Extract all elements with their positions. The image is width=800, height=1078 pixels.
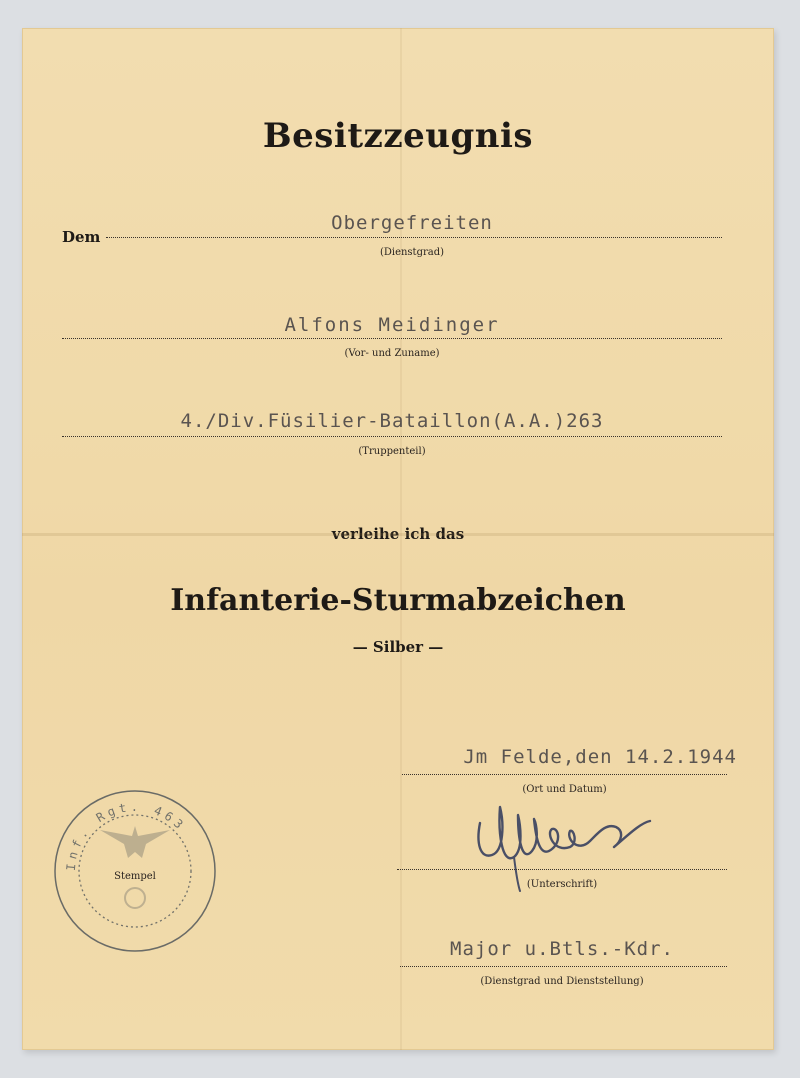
rank-value: Obergefreiten	[331, 212, 493, 234]
stamp-ring-text: Inf. Rgt. 463	[63, 799, 189, 872]
place-date-label: (Ort und Datum)	[522, 784, 607, 795]
award-grade: — Silber —	[352, 638, 444, 656]
place-date-line	[402, 774, 727, 775]
award-intro: verleihe ich das	[331, 525, 465, 543]
position-value: Major u.Btls.-Kdr.	[450, 938, 674, 960]
name-line	[62, 338, 722, 339]
place-date-value: Jm Felde,den 14.2.1944	[463, 746, 737, 768]
unit-label: (Truppenteil)	[358, 446, 426, 457]
position-line	[400, 966, 727, 967]
document-title: Besitzzeugnis	[262, 116, 534, 156]
stamp-center-label: Stempel	[114, 871, 156, 882]
position-label: (Dienstgrad und Dienststellung)	[480, 976, 644, 987]
signature-label: (Unterschrift)	[526, 879, 598, 890]
eagle-emblem-icon	[100, 826, 170, 908]
unit-value: 4./Div.Füsilier-Bataillon(A.A.)263	[180, 410, 604, 432]
name-label: (Vor- und Zuname)	[344, 348, 440, 359]
name-value: Alfons Meidinger	[284, 314, 500, 336]
handwritten-signature	[474, 793, 654, 893]
certificate-paper	[22, 28, 774, 1050]
recipient-prefix: Dem	[62, 228, 101, 246]
unit-line	[62, 436, 722, 437]
award-name: Infanterie-Sturmabzeichen	[170, 583, 626, 618]
rank-line	[106, 237, 722, 238]
signature-line	[397, 869, 727, 870]
unit-stamp	[50, 786, 220, 956]
rank-label: (Dienstgrad)	[379, 247, 445, 258]
